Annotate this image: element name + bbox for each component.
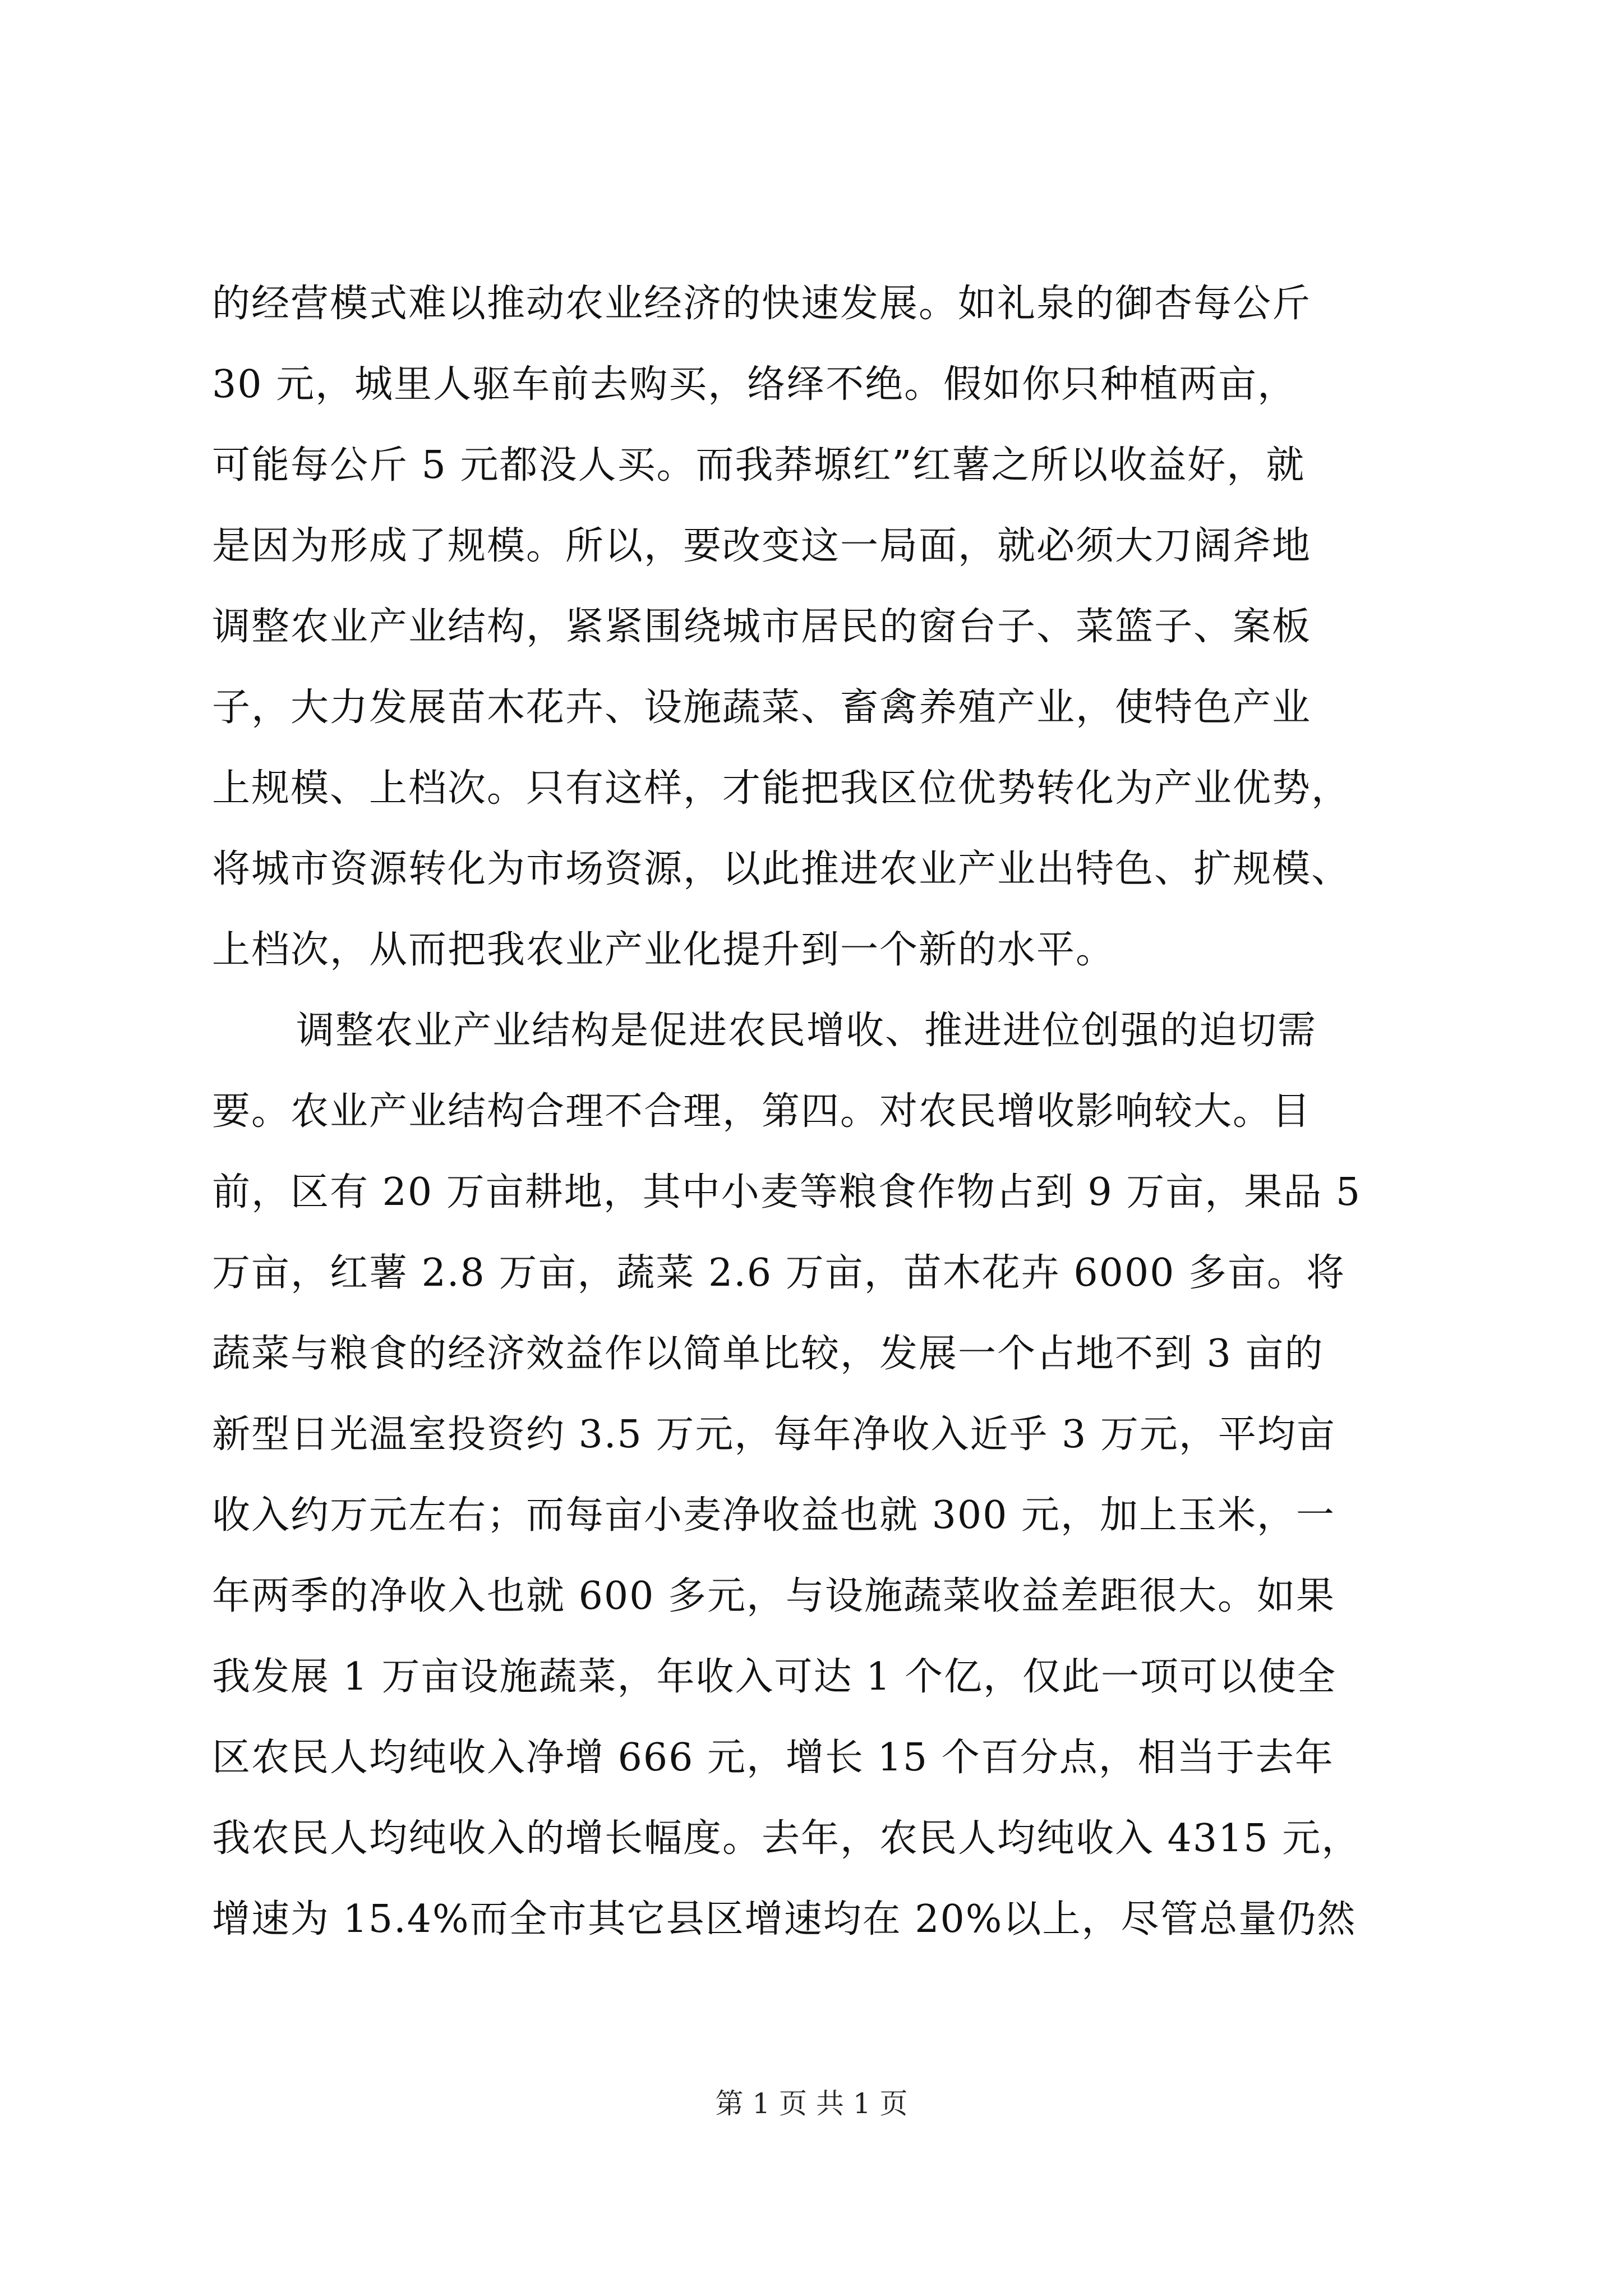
text-line: 新型日光温室投资约 3.5 万元，每年净收入近乎 3 万元，平均亩 bbox=[212, 1412, 1336, 1457]
page-footer: 第 1 页 共 1 页 bbox=[715, 2087, 908, 2120]
text-line: 要。农业产业结构合理不合理，第四。对农民增收影响较大。目 bbox=[212, 1089, 1312, 1134]
text-line: 年两季的净收入也就 600 多元，与设施蔬菜收益差距很大。如果 bbox=[212, 1574, 1336, 1618]
text-line: 区农民人均纯收入净增 666 元，增长 15 个百分点，相当于去年 bbox=[212, 1736, 1334, 1780]
text-line: 上规模、上档次。只有这样，才能把我区位优势转化为产业优势， bbox=[212, 766, 1351, 811]
text-line: 前，区有 20 万亩耕地，其中小麦等粮食作物占到 9 万亩，果品 5 bbox=[212, 1170, 1362, 1214]
text-line: 收入约万元左右；而每亩小麦净收益也就 300 元，加上玉米，一 bbox=[212, 1493, 1336, 1538]
paragraph-1 bbox=[212, 264, 1435, 991]
text-line: 的经营模式难以推动农业经济的快速发展。如礼泉的御杏每公斤 bbox=[212, 282, 1312, 326]
text-line: 子，大力发展苗木花卉、设施蔬菜、畜禽养殖产业，使特色产业 bbox=[212, 685, 1312, 730]
text-line: 30 元，城里人驱车前去购买，络绎不绝。假如你只种植两亩， bbox=[212, 362, 1297, 407]
text-line: 调整农业产业结构，紧紧围绕城市居民的窗台子、菜篮子、案板 bbox=[212, 605, 1312, 649]
body-text bbox=[212, 264, 1435, 1960]
text-line: 增速为 15.4%而全市其它县区增速均在 20%以上，尽管总量仍然 bbox=[212, 1897, 1357, 1941]
text-line: 我发展 1 万亩设施蔬菜，年收入可达 1 个亿，仅此一项可以使全 bbox=[212, 1655, 1336, 1699]
paragraph-2 bbox=[212, 991, 1435, 1960]
text-line: 可能每公斤 5 元都没人买。而我莽塬红”红薯之所以收益好，就 bbox=[212, 443, 1306, 487]
text-line: 万亩，红薯 2.8 万亩，蔬菜 2.6 万亩，苗木花卉 6000 多亩。将 bbox=[212, 1251, 1346, 1295]
text-line: 我农民人均纯收入的增长幅度。去年，农民人均纯收入 4315 元， bbox=[212, 1816, 1361, 1861]
text-line: 蔬菜与粮食的经济效益作以简单比较，发展一个占地不到 3 亩的 bbox=[212, 1332, 1324, 1376]
text-line: 上档次，从而把我农业产业化提升到一个新的水平。 bbox=[212, 928, 1115, 972]
text-line: 是因为形成了规模。所以，要改变这一局面，就必须大刀阔斧地 bbox=[212, 524, 1312, 568]
text-line: 调整农业产业结构是促进农民增收、推进进位创强的迫切需 bbox=[296, 1009, 1317, 1053]
text-line: 将城市资源转化为市场资源，以此推进农业产业出特色、扩规模、 bbox=[212, 847, 1351, 891]
